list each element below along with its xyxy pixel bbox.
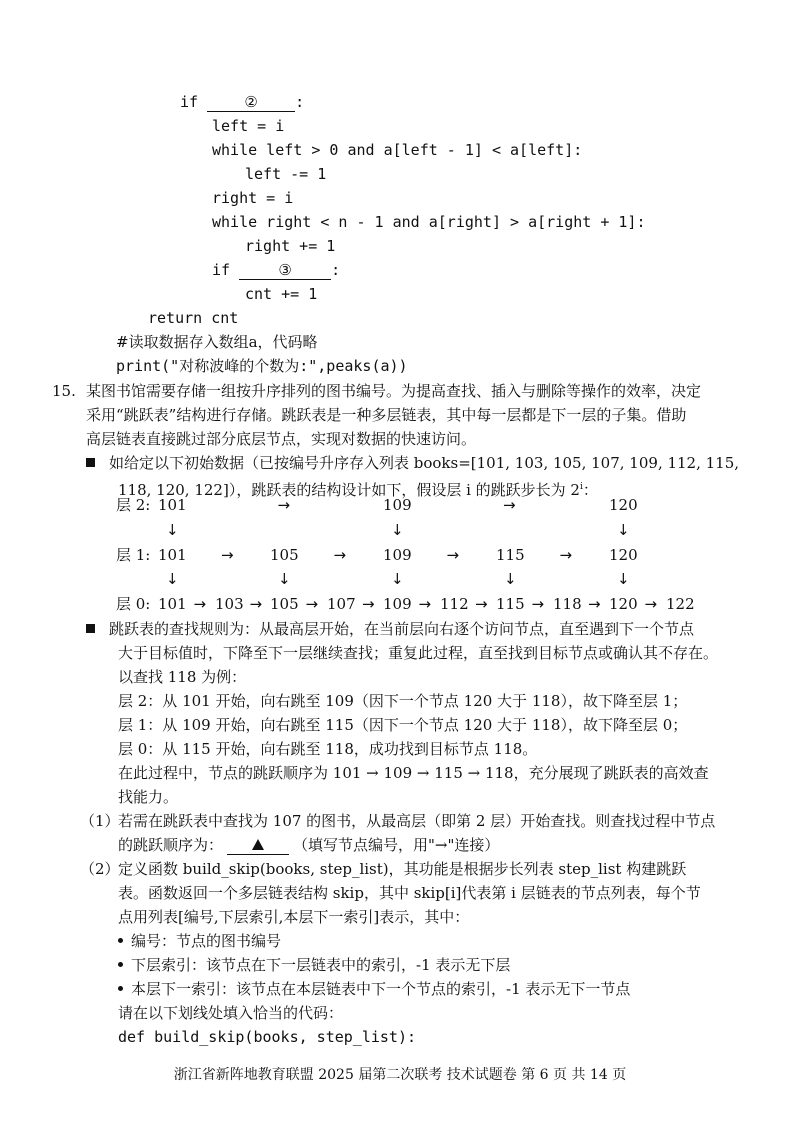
down-arrow-icon: ↓ [391, 570, 404, 588]
item-text: 编号：节点的图书编号 [131, 932, 282, 950]
code-colon: : [331, 261, 341, 279]
right-arrow-icon: → [249, 595, 263, 613]
right-arrow-icon: → [531, 595, 545, 613]
down-arrow-icon: ↓ [166, 521, 179, 539]
fill-instruction: 请在以下划线处填入恰当的代码： [118, 1004, 344, 1022]
question-number: 15. [52, 382, 76, 400]
down-arrow-icon: ↓ [278, 570, 291, 588]
layer1-label: 层 1: [116, 546, 151, 564]
code-keyword: if [180, 93, 199, 111]
square-bullet-icon [86, 624, 95, 633]
step-layer2: 层 2：从 101 开始，向右跳至 109（因下一个节点 120 大于 118），故下降至层 1； [118, 692, 688, 710]
right-arrow-icon: → [362, 595, 375, 613]
sub1-line1: 若需在跳跃表中查找为 107 的图书，从最高层（即第 2 层）开始查找。则查找过程中节点 [118, 812, 716, 830]
summary-line1: 在此过程中，节点的跳跃顺序为 101 → 109 → 115 → 118，充分展现了跳跃表的高效查 [118, 764, 709, 782]
sub2-line2: 表。函数返回一个多层链表结构 skip，其中 skip[i]代表第 i 层链表的节点列表，每个节 [118, 884, 701, 902]
right-arrow-icon: → [559, 546, 573, 564]
node-layer2-109: 109 [383, 496, 412, 514]
node-layer1-120: 120 [609, 546, 638, 564]
code-if3 [212, 260, 340, 280]
right-arrow-icon: → [221, 546, 234, 564]
code-def: def build_skip(books, step_list): [118, 1028, 417, 1046]
q15-intro-line2: 采用“跳跃表”结构进行存储。跳跃表是一种多层链表，其中每一层都是下一层的子集。借助 [86, 406, 687, 424]
bullet2-line1 [86, 619, 694, 639]
code-left-dec: left -= 1 [245, 165, 327, 183]
code-left-assign: left = i [212, 117, 285, 135]
down-arrow-icon: ↓ [391, 521, 404, 539]
node-layer1-101: 101 [158, 546, 187, 564]
node-layer0-122: 122 [666, 595, 695, 613]
node-layer0-107: 107 [327, 595, 356, 613]
right-arrow-icon: → [305, 595, 319, 613]
bullet1-text2: 118, 120, 122]），跳跃表的结构设计如下，假设层 i 的跳跃步长为 2 [118, 481, 580, 499]
right-arrow-icon: → [446, 546, 460, 564]
answer-blank[interactable] [227, 836, 289, 855]
code-right-assign: right = i [212, 189, 294, 207]
dot-bullet-icon [118, 938, 123, 943]
superscript-i: i [579, 482, 583, 492]
node-layer0-109: 109 [383, 595, 412, 613]
node-layer0-101: 101 [158, 595, 187, 613]
bullet2-line2: 大于目标值时，下降至下一层继续查找；重复此过程，直至找到目标节点或确认其不存在。 [118, 644, 719, 662]
q15-intro-line1: 某图书馆需要存储一组按升序排列的图书编号。为提高查找、插入与删除等操作的效率，决定 [86, 382, 702, 400]
layer2-label: 层 2: [116, 496, 151, 514]
node-layer1-105: 105 [270, 546, 299, 564]
right-arrow-icon: → [644, 595, 658, 613]
code-print: print("对称波峰的个数为:",peaks(a)) [116, 357, 408, 375]
node-layer0-115: 115 [496, 595, 525, 613]
sub1-suffix: （填写节点编号，用"→"连接） [293, 836, 500, 854]
item-xiaceng [118, 955, 510, 975]
node-layer0-120: 120 [609, 595, 638, 613]
right-arrow-icon: → [475, 595, 488, 613]
node-layer2-120: 120 [609, 496, 638, 514]
bullet1-text: 如给定以下初始数据（已按编号升序存入列表 books=[101, 103, 105, 107, 109, 112, 115, [109, 454, 740, 472]
sub1-line2 [118, 835, 499, 855]
code-colon: : [295, 93, 305, 111]
step-layer1: 层 1：从 109 开始，向右跳至 115（因下一个节点 120 大于 118），故下降至层 0； [118, 716, 688, 734]
blank-3: ③ [239, 261, 331, 280]
bullet1-line1 [86, 453, 739, 473]
bullet2-text: 跳跃表的查找规则为：从最高层开始，在当前层向右逐个访问节点，直至遇到下一个节点 [109, 620, 695, 638]
q15-intro-line3: 高层链表直接跳过部分底层节点，实现对数据的快速访问。 [86, 430, 477, 448]
square-bullet-icon [86, 458, 95, 467]
item-text: 下层索引：该节点在下一层链表中的索引，-1 表示无下层 [131, 956, 511, 974]
node-layer0-118: 118 [553, 595, 582, 613]
sub2-line1: 定义函数 build_skip(books, step_list)，其功能是根据步长列表 step_list 构建跳跃 [118, 860, 687, 878]
bullet1-line2 [118, 477, 598, 500]
bullet2-line3: 以查找 118 为例： [118, 668, 247, 686]
sub1-number: （1） [80, 812, 120, 830]
layer0-label: 层 0: [116, 595, 151, 613]
item-bianhao [118, 931, 281, 951]
node-layer1-115: 115 [496, 546, 525, 564]
right-arrow-icon: → [277, 496, 291, 514]
node-layer0-112: 112 [440, 595, 469, 613]
right-arrow-icon: → [503, 496, 516, 514]
item-text: 本层下一索引：该节点在本层链表中下一个节点的索引，-1 表示无下一节点 [131, 980, 631, 998]
dot-bullet-icon [118, 986, 123, 991]
sub2-number: （2） [80, 860, 120, 878]
item-benceng [118, 979, 630, 999]
triangle-icon [252, 839, 264, 850]
code-return: return cnt [148, 309, 239, 327]
node-layer0-105: 105 [270, 595, 299, 613]
code-keyword: if [212, 261, 231, 279]
down-arrow-icon: ↓ [166, 570, 179, 588]
code-right-inc: right += 1 [245, 237, 336, 255]
code-cnt-inc: cnt += 1 [245, 285, 318, 303]
blank-2: ② [207, 93, 295, 112]
node-layer0-103: 103 [215, 595, 244, 613]
step-layer0: 层 0：从 115 开始，向右跳至 118，成功找到目标节点 118。 [118, 740, 538, 758]
down-arrow-icon: ↓ [504, 570, 517, 588]
dot-bullet-icon [118, 962, 123, 967]
node-layer1-109: 109 [383, 546, 412, 564]
sub2-line3: 点用列表[编号,下层索引,本层下一索引]表示，其中： [118, 908, 470, 926]
down-arrow-icon: ↓ [617, 570, 630, 588]
code-comment: #读取数据存入数组a，代码略 [116, 333, 318, 351]
right-arrow-icon: → [588, 595, 601, 613]
code-while-right: while right < n - 1 and a[right] > a[right + 1]: [212, 213, 646, 231]
page-footer: 浙江省新阵地教育联盟 2025 届第二次联考 技术试题卷 第 6 页 共 14 页 [173, 1067, 627, 1083]
right-arrow-icon: → [193, 595, 207, 613]
code-if2 [180, 92, 304, 112]
code-while-left: while left > 0 and a[left - 1] < a[left]: [212, 141, 583, 159]
node-layer2-101: 101 [158, 496, 187, 514]
right-arrow-icon: → [418, 595, 432, 613]
down-arrow-icon: ↓ [617, 521, 630, 539]
sub1-prefix: 的跳跃顺序为： [118, 836, 224, 854]
summary-line2: 找能力。 [118, 788, 179, 806]
right-arrow-icon: → [333, 546, 347, 564]
bullet1-end: ： [582, 481, 598, 499]
